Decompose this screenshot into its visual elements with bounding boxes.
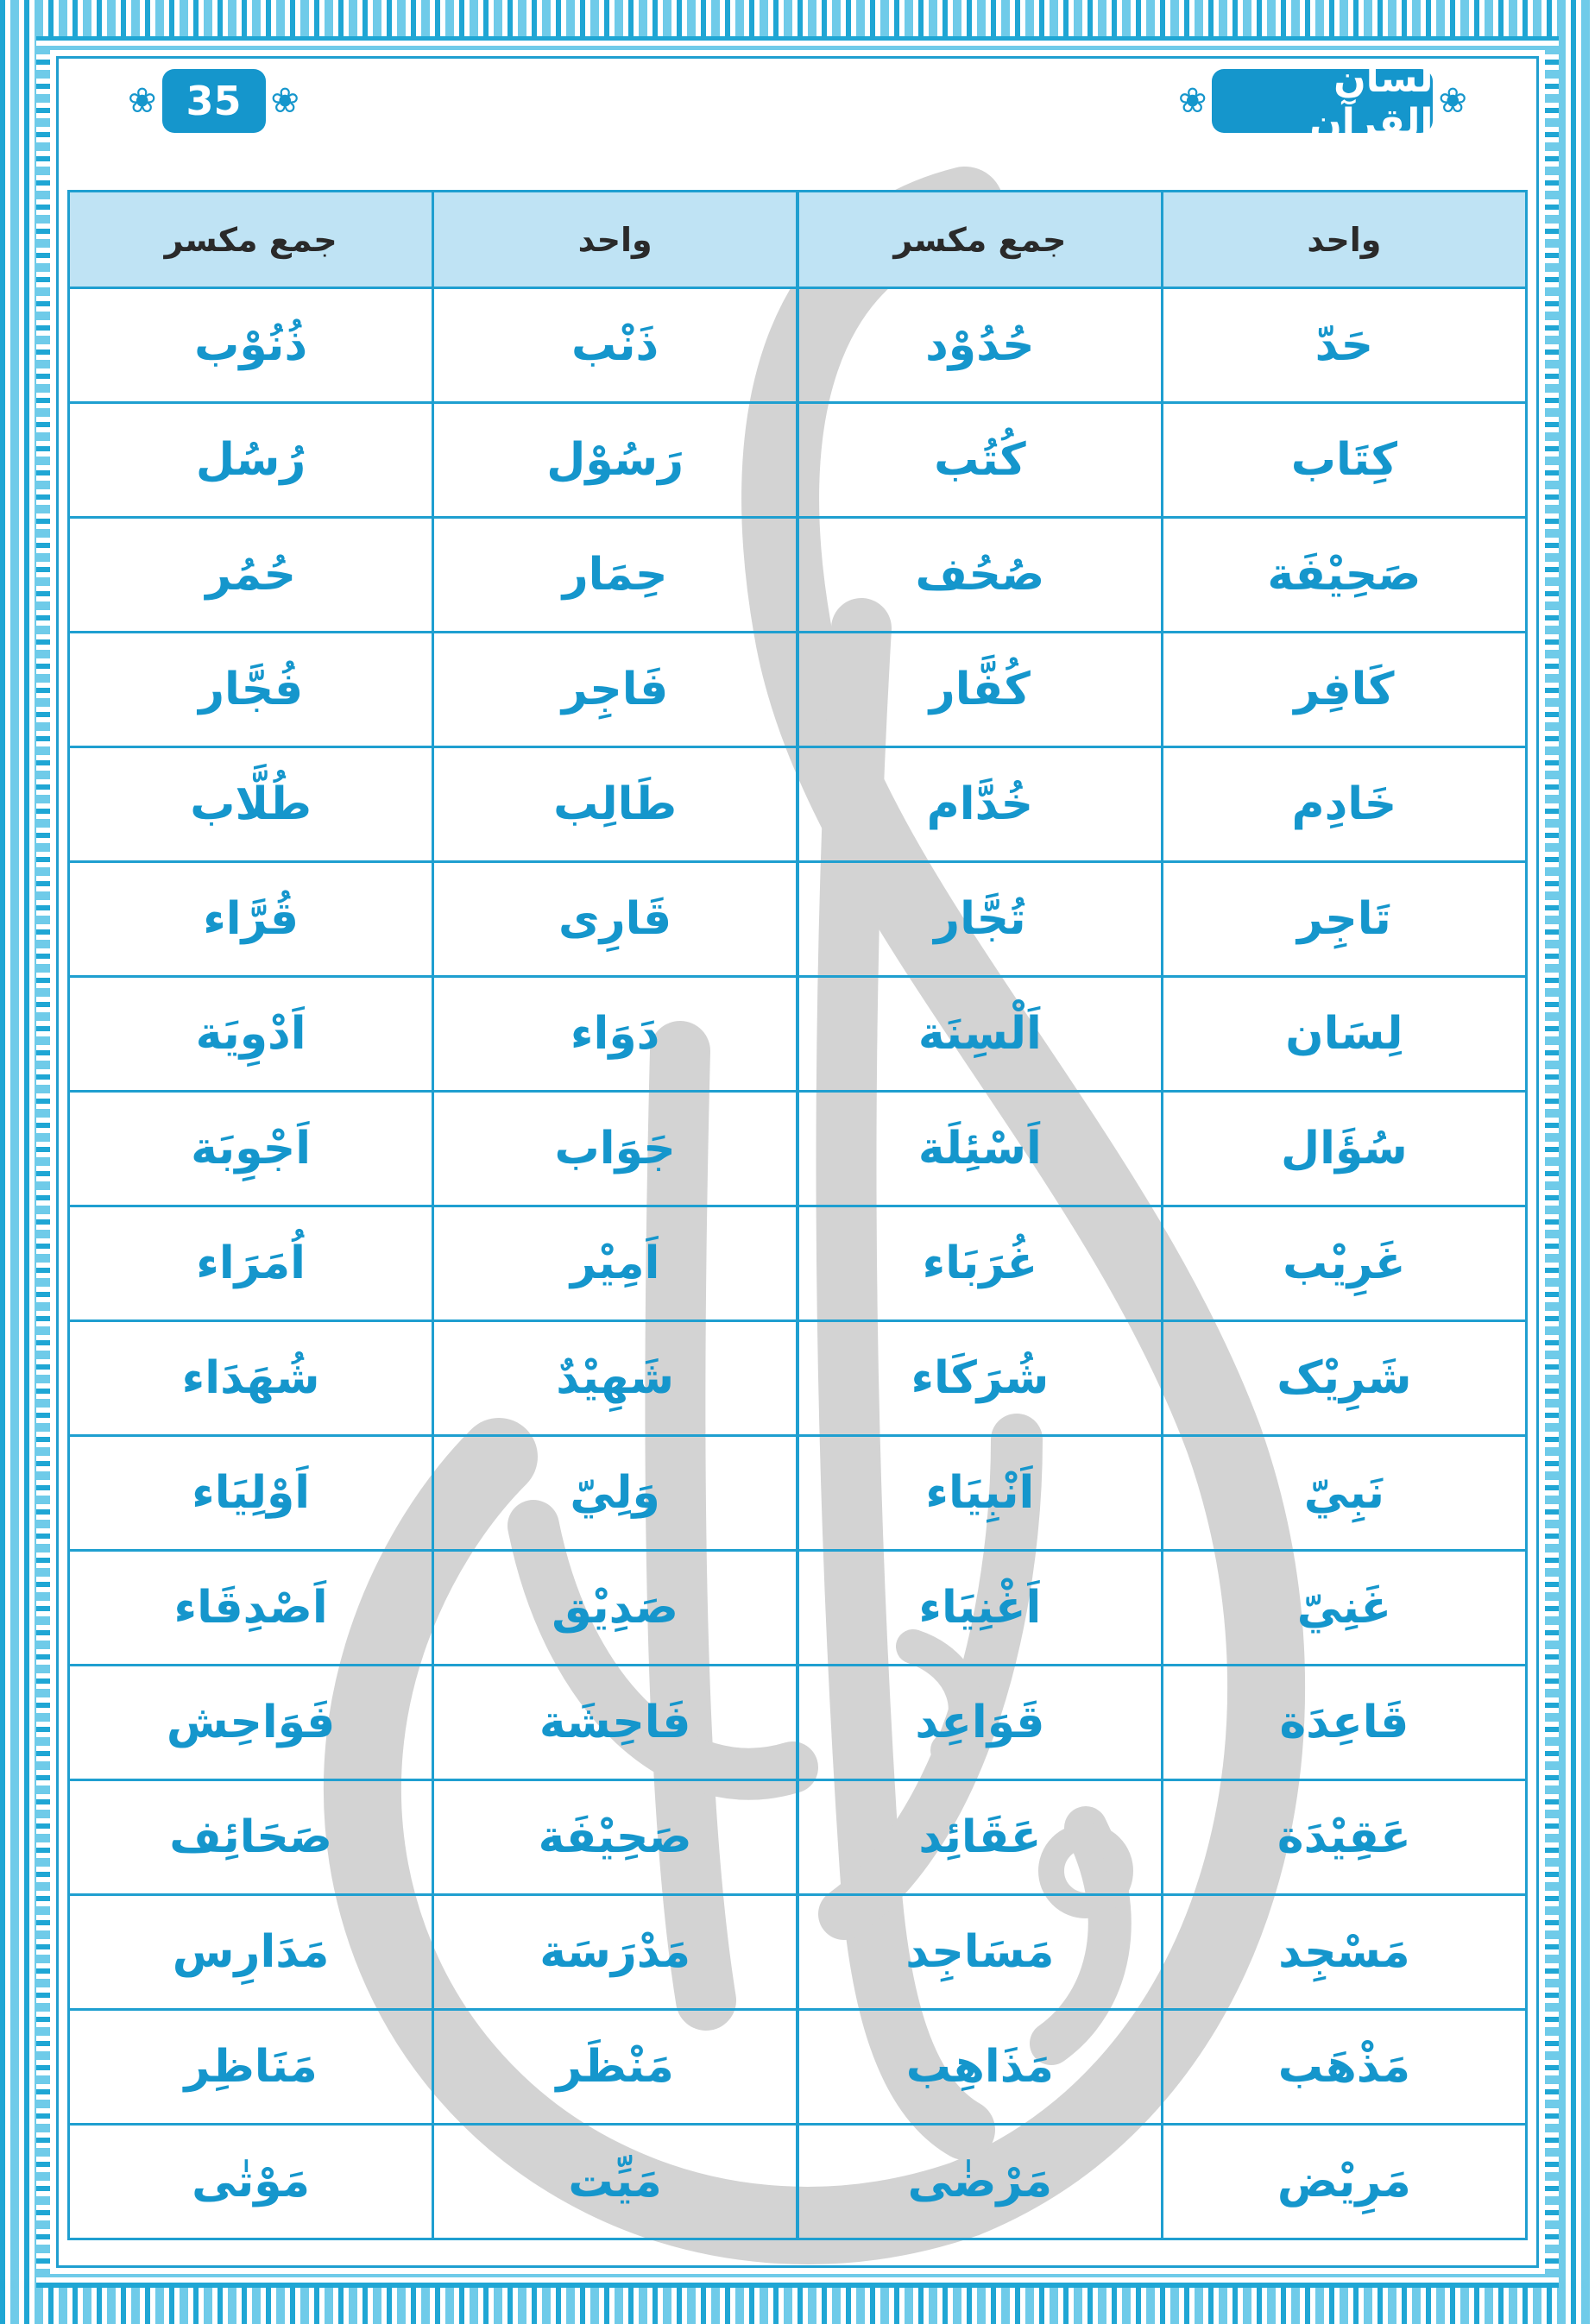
floral-ornament-icon: ❀ xyxy=(1177,81,1207,121)
table-row xyxy=(69,288,1527,403)
singular-cell: ذَنْب xyxy=(433,288,798,403)
table-row xyxy=(69,518,1527,633)
column-header-singular: واحد xyxy=(433,192,798,288)
table-row xyxy=(69,1092,1527,1206)
singular-cell: تَاجِر xyxy=(1162,862,1526,977)
floral-ornament-icon: ❀ xyxy=(270,81,300,121)
plural-cell: مَذَاهِب xyxy=(798,2010,1162,2125)
table-row xyxy=(69,633,1527,747)
singular-cell: كَافِر xyxy=(1162,633,1526,747)
book-title: لسان القرآن xyxy=(1212,69,1433,133)
singular-cell: رَسُوْل xyxy=(433,403,798,518)
plural-cell: حُدُوْد xyxy=(798,288,1162,403)
singular-cell: فَاجِر xyxy=(433,633,798,747)
singular-cell: غَنِيّ xyxy=(1162,1551,1526,1666)
singular-cell: قَاعِدَة xyxy=(1162,1666,1526,1780)
plural-cell: اَغْنِيَاء xyxy=(798,1551,1162,1666)
singular-cell: مَنْظَر xyxy=(433,2010,798,2125)
table-row xyxy=(69,1895,1527,2010)
plural-cell: خُدَّام xyxy=(798,747,1162,862)
singular-cell: مَيِّت xyxy=(433,2125,798,2239)
floral-ornament-icon: ❀ xyxy=(128,81,157,121)
singular-cell: قَارِى xyxy=(433,862,798,977)
plural-cell: صُحُف xyxy=(798,518,1162,633)
column-header-broken-plural: جمع مکسر xyxy=(69,192,433,288)
plural-cell: اَوْلِيَاء xyxy=(69,1436,433,1551)
singular-cell: صَحِيْفَة xyxy=(1162,518,1526,633)
singular-cell: مَذْهَب xyxy=(1162,2010,1526,2125)
page-number: 35 xyxy=(162,69,266,133)
plural-cell: قُرَّاء xyxy=(69,862,433,977)
book-title-badge xyxy=(1173,57,1472,145)
table-row xyxy=(69,747,1527,862)
page-number-badge xyxy=(123,64,305,138)
column-header-broken-plural: جمع مکسر xyxy=(798,192,1162,288)
singular-cell: حَدّ xyxy=(1162,288,1526,403)
table-row xyxy=(69,1551,1527,1666)
plural-cell: فَوَاحِش xyxy=(69,1666,433,1780)
singular-cell: لِسَان xyxy=(1162,977,1526,1092)
singular-cell: نَبِيّ xyxy=(1162,1436,1526,1551)
table-row xyxy=(69,1436,1527,1551)
singular-cell: شَرِيْک xyxy=(1162,1321,1526,1436)
singular-cell: فَاحِشَة xyxy=(433,1666,798,1780)
table-header-row xyxy=(69,192,1527,288)
plural-cell: مَوْتٰى xyxy=(69,2125,433,2239)
plural-cell: كُفَّار xyxy=(798,633,1162,747)
plural-cell: اَلْسِنَة xyxy=(798,977,1162,1092)
plural-cell: اَصْدِقَاء xyxy=(69,1551,433,1666)
plural-cell: اَسْئِلَة xyxy=(798,1092,1162,1206)
plural-cell: طُلَّاب xyxy=(69,747,433,862)
plural-cell: عَقَائِد xyxy=(798,1780,1162,1895)
plural-cell: ذُنُوْب xyxy=(69,288,433,403)
singular-cell: كِتَاب xyxy=(1162,403,1526,518)
singular-cell: سُؤَال xyxy=(1162,1092,1526,1206)
plural-cell: مَرْضٰى xyxy=(798,2125,1162,2239)
plural-cell: اَجْوِبَة xyxy=(69,1092,433,1206)
singular-cell: عَقِيْدَة xyxy=(1162,1780,1526,1895)
table-row xyxy=(69,1206,1527,1321)
plural-cell: شُرَكَاء xyxy=(798,1321,1162,1436)
plural-cell: كُتُب xyxy=(798,403,1162,518)
plural-cell: مَدَارِس xyxy=(69,1895,433,2010)
column-header-singular: واحد xyxy=(1162,192,1526,288)
singular-cell: حِمَار xyxy=(433,518,798,633)
singular-cell: مَدْرَسَة xyxy=(433,1895,798,2010)
singular-cell: صَحِيْفَة xyxy=(433,1780,798,1895)
plural-cell: حُمُر xyxy=(69,518,433,633)
table-row xyxy=(69,403,1527,518)
floral-ornament-icon: ❀ xyxy=(1438,81,1467,121)
plural-cell: اَدْوِيَة xyxy=(69,977,433,1092)
plural-cell: صَحَائِف xyxy=(69,1780,433,1895)
plural-cell: اُمَرَاء xyxy=(69,1206,433,1321)
page xyxy=(50,50,1545,2274)
singular-cell: شَهِيْدٌ xyxy=(433,1321,798,1436)
table-row xyxy=(69,977,1527,1092)
singular-cell: اَمِيْر xyxy=(433,1206,798,1321)
table-row xyxy=(69,2010,1527,2125)
table-row xyxy=(69,1666,1527,1780)
plural-cell: غُرَبَاء xyxy=(798,1206,1162,1321)
table-row xyxy=(69,1321,1527,1436)
plural-cell: رُسُل xyxy=(69,403,433,518)
plural-cell: مَنَاظِر xyxy=(69,2010,433,2125)
singular-cell: خَادِم xyxy=(1162,747,1526,862)
plural-cell: اَنْبِيَاء xyxy=(798,1436,1162,1551)
table-row xyxy=(69,2125,1527,2239)
singular-cell: جَوَاب xyxy=(433,1092,798,1206)
singular-cell: مَسْجِد xyxy=(1162,1895,1526,2010)
singular-cell: وَلِيّ xyxy=(433,1436,798,1551)
plural-cell: فُجَّار xyxy=(69,633,433,747)
singular-cell: صَدِيْق xyxy=(433,1551,798,1666)
plural-cell: تُجَّار xyxy=(798,862,1162,977)
singular-cell: مَرِيْض xyxy=(1162,2125,1526,2239)
table-row xyxy=(69,1780,1527,1895)
plural-cell: مَسَاجِد xyxy=(798,1895,1162,2010)
singular-cell: غَرِيْب xyxy=(1162,1206,1526,1321)
singular-cell: طَالِب xyxy=(433,747,798,862)
plural-forms-table xyxy=(67,190,1528,2240)
plural-cell: شُهَدَاء xyxy=(69,1321,433,1436)
table-row xyxy=(69,862,1527,977)
plural-cell: قَوَاعِد xyxy=(798,1666,1162,1780)
singular-cell: دَوَاء xyxy=(433,977,798,1092)
